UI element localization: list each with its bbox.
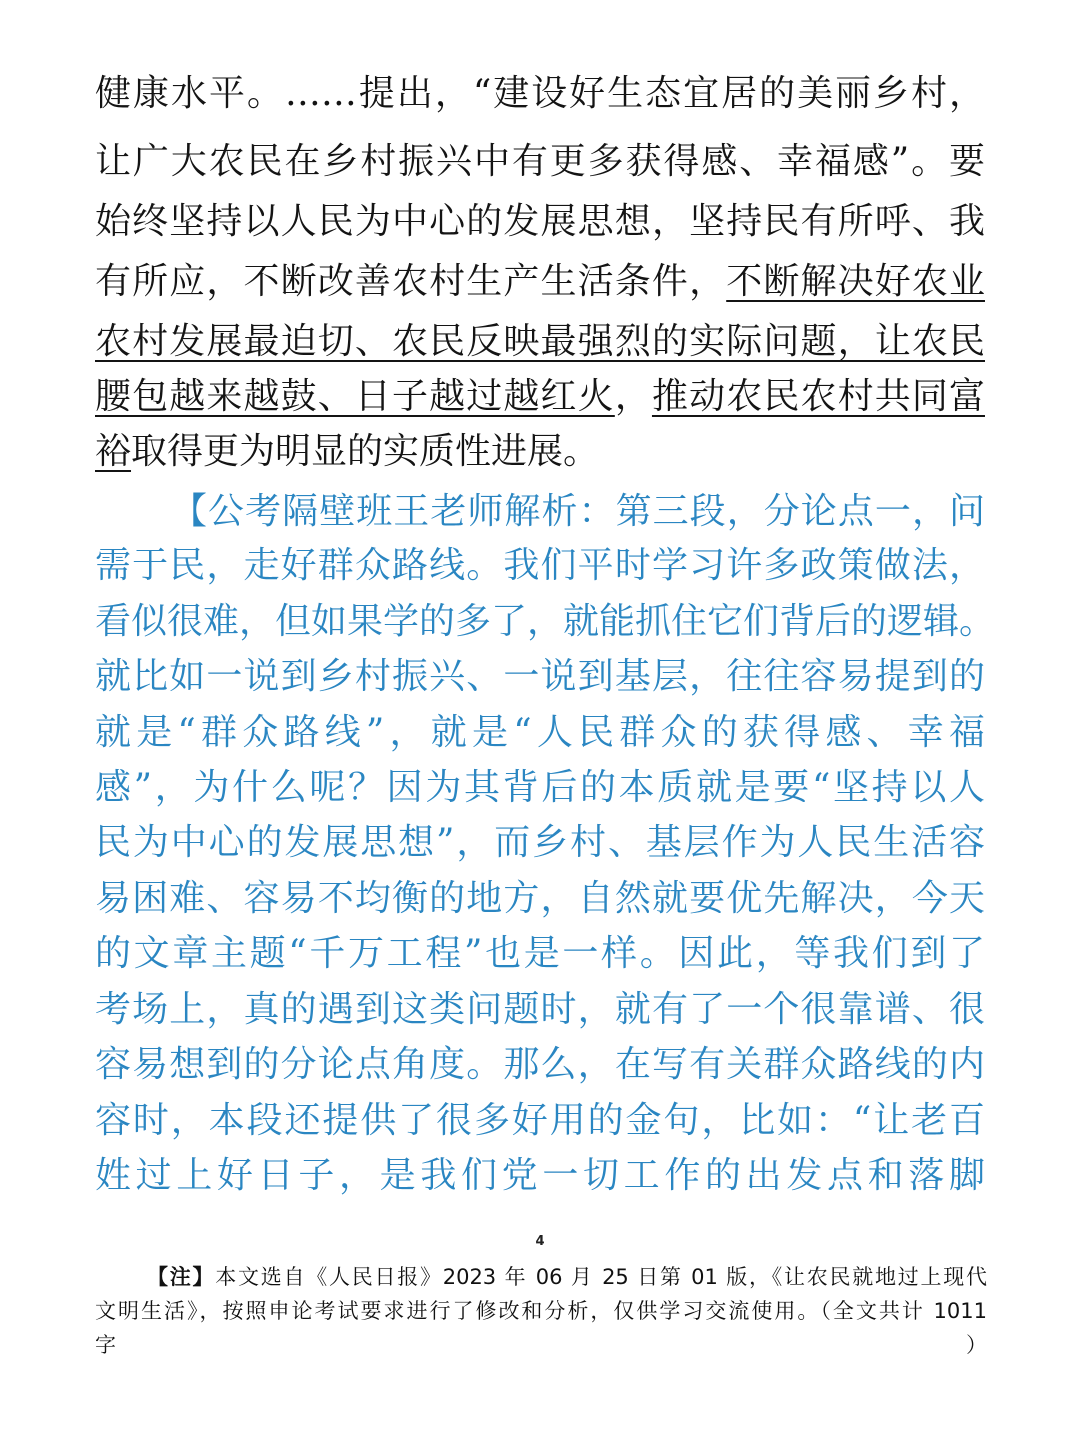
footnote-line-2: 文明生活》，按照申论考试要求进行了修改和分析，仅供学习交流使用。（全文共计 1011: [95, 1299, 987, 1323]
body-line-5-underlined: 农村发展最迫切、农民反映最强烈的实际问题，让农民: [95, 321, 985, 362]
body-line-6-underlined-a: 腰包越来越鼓、日子越过越红火: [95, 376, 615, 417]
analysis-line-4: 就比如一说到乡村振兴、一说到基层，往往容易提到的: [95, 656, 985, 697]
body-line-6-underlined-b: 推动农民农村共同富: [651, 376, 985, 417]
analysis-line-12: 容时，本段还提供了很多好用的金句，比如：“让老百: [95, 1100, 985, 1141]
analysis-line-6: 感”，为什么呢？因为其背后的本质就是要“坚持以人: [95, 767, 985, 808]
body-line-7: [95, 424, 985, 480]
body-line-2: 让广大农民在乡村振兴中有更多获得感、幸福感”。要: [95, 141, 985, 182]
body-line-7-plain: 取得更为明显的实质性进展。: [131, 431, 600, 472]
body-line-4-underlined: 不断解决好农业: [726, 261, 985, 302]
analysis-line-3: 看似很难，但如果学的多了，就能抓住它们背后的逻辑。: [95, 601, 996, 642]
analysis-line-8: 易困难、容易不均衡的地方，自然就要优先解决，今天: [95, 878, 985, 919]
analysis-line-10: 考场上，真的遇到这类问题时，就有了一个很靠谱、很: [95, 989, 985, 1030]
analysis-line-7: 民为中心的发展思想”，而乡村、基层作为人民生活容: [95, 822, 985, 863]
analysis-line-13: 姓过上好日子，是我们党一切工作的出发点和落脚: [95, 1155, 985, 1196]
page-number: 4: [535, 1234, 545, 1249]
analysis-line-9: 的文章主题“千万工程”也是一样。因此，等我们到了: [95, 933, 985, 974]
analysis-line-5: 就是“群众路线”，就是“人民群众的获得感、幸福: [95, 712, 985, 753]
analysis-line-2: 需于民，走好群众路线。我们平时学习许多政策做法，: [95, 545, 985, 586]
body-line-4: [95, 254, 985, 310]
body-line-6: [95, 369, 985, 425]
footnote-text-1: 本文选自《人民日报》2023 年 06 月 25 日第 01 版，《让农民就地过上现代: [215, 1265, 987, 1289]
body-line-3: 始终坚持以人民为中心的发展思想，坚持民有所呼、我: [95, 201, 985, 242]
body-line-6-comma: ，: [614, 376, 652, 417]
body-line-1: 健康水平。……提出，“建设好生态宜居的美丽乡村，: [95, 73, 985, 114]
body-line-7-underlined: 裕: [95, 431, 132, 472]
body-line-4-plain: 有所应，不断改善农村生产生活条件，: [95, 261, 727, 302]
footnote-line-1: [147, 1262, 987, 1293]
footnote-line-3: 字）: [95, 1333, 987, 1357]
analysis-line-11: 容易想到的分论点角度。那么，在写有关群众路线的内: [95, 1044, 985, 1085]
analysis-line-1: 【公考隔壁班王老师解析：第三段，分论点一，问: [171, 491, 985, 532]
footnote-label: 【注】: [147, 1265, 216, 1289]
